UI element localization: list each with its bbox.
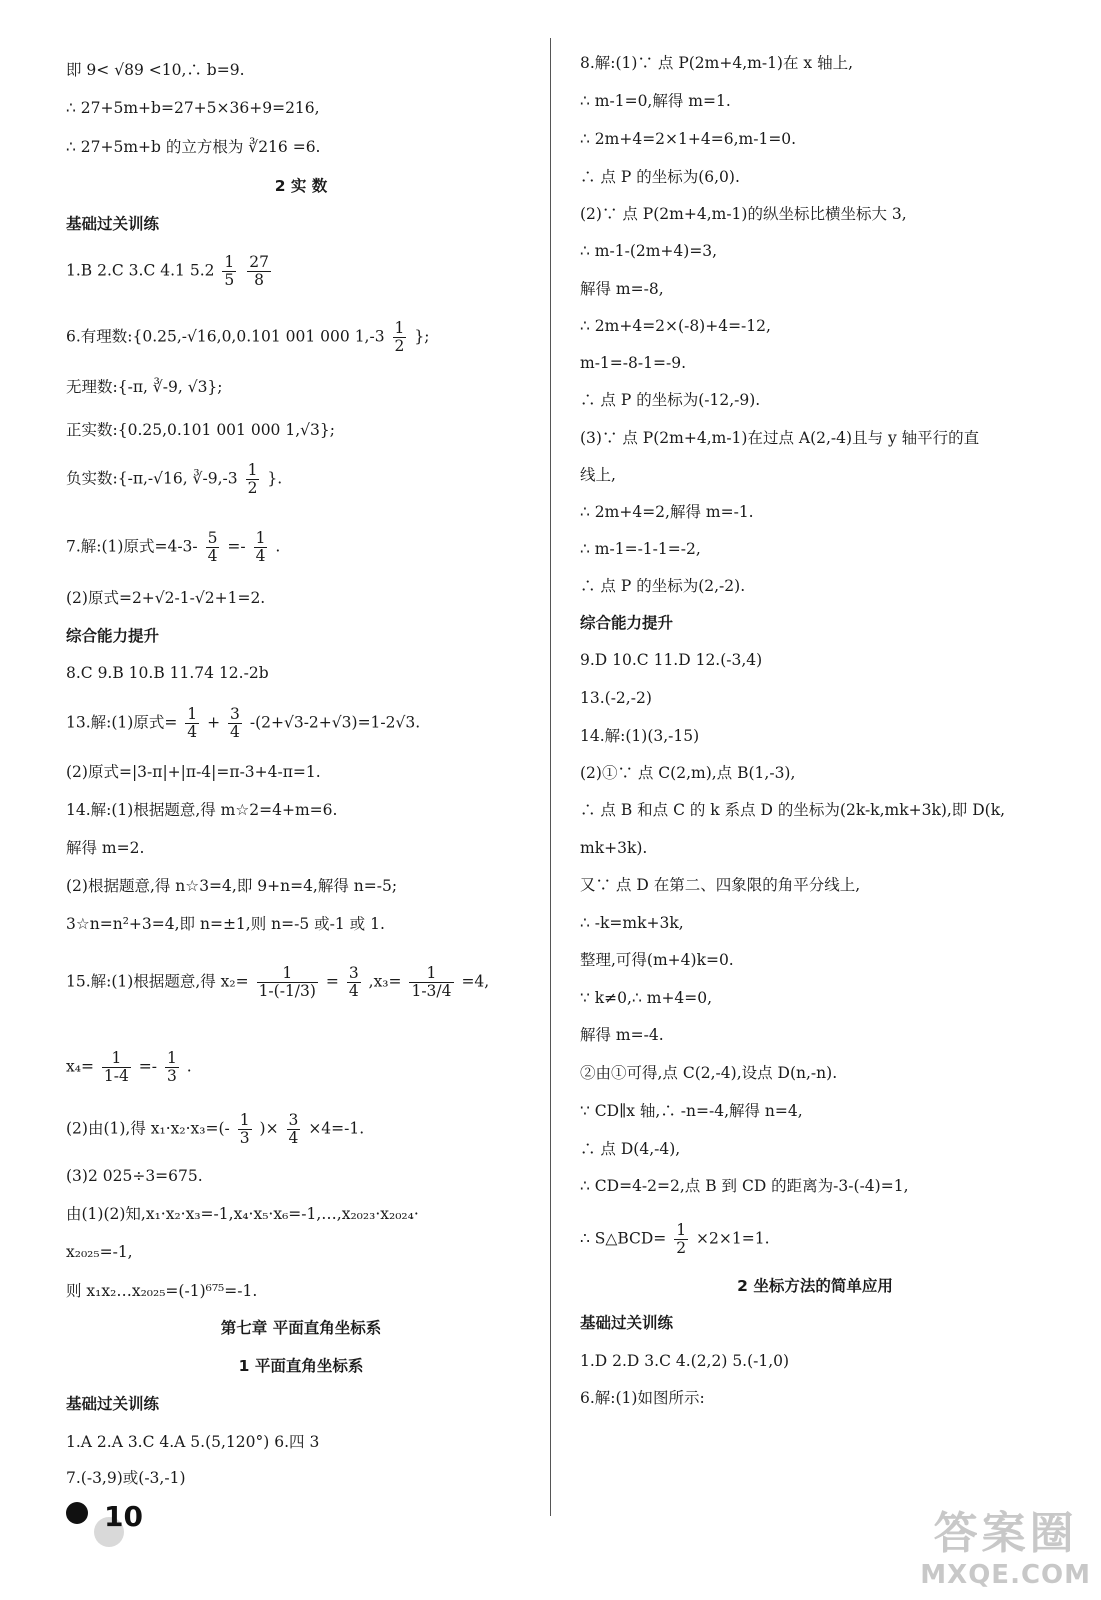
text-line: ∴ 27+5m+b=27+5×36+9=216, (66, 99, 320, 117)
numerator: 1 (394, 319, 405, 337)
answer-text: =4, (461, 972, 490, 991)
text-line: ∴ 2m+4=2×(-8)+4=-12, (580, 317, 771, 335)
numerator: 3 (288, 1111, 299, 1129)
answer-text: 13.解:(1)原式= (66, 713, 178, 732)
text-line: 1.D 2.D 3.C 4.(2,2) 5.(-1,0) (580, 1352, 790, 1370)
answer-line (66, 530, 280, 565)
denominator: 3 (239, 1129, 250, 1147)
denominator: 5 (224, 271, 235, 289)
text-line: 解得 m=-4. (580, 1026, 664, 1044)
answer-text: . (186, 1057, 192, 1076)
fraction (409, 965, 453, 1000)
answer-text: }. (267, 469, 283, 488)
answer-text: 1.B 2.C 3.C 4.1 5.2 (66, 261, 220, 280)
text-line: ∴ 27+5m+b 的立方根为 ∛216 =6. (66, 138, 321, 156)
text-line: 14.解:(1)根据题意,得 m☆2=4+m=6. (66, 801, 338, 819)
answer-text: ,x₃= (368, 972, 402, 991)
text-line: x₂₀₂₅=-1, (66, 1243, 133, 1261)
text-line: ∴ -k=mk+3k, (580, 914, 684, 932)
numerator: 1 (255, 529, 266, 547)
text-line: 由(1)(2)知,x₁·x₂·x₃=-1,x₄·x₅·x₆=-1,…,x₂₀₂₃·x₂₀₂₄· (66, 1205, 419, 1223)
text-line: (2)根据题意,得 n☆3=4,即 9+n=4,解得 n=-5; (66, 877, 398, 895)
fraction (238, 1112, 252, 1147)
text-line: ∴ m-1=0,解得 m=1. (580, 92, 731, 110)
page-marker-dot (66, 1502, 88, 1524)
fraction (165, 1050, 179, 1085)
text-line: ∴ 点 D(4,-4), (580, 1140, 681, 1158)
fraction (257, 965, 318, 1000)
answer-text: 15.解:(1)根据题意,得 x₂= (66, 972, 249, 991)
text-line: 整理,可得(m+4)k=0. (580, 951, 734, 969)
fraction (102, 1050, 131, 1085)
numerator: 1 (409, 965, 453, 983)
text-line: ∴ 点 P 的坐标为(-12,-9). (580, 391, 761, 409)
denominator: 1-4 (103, 1067, 129, 1085)
fraction (228, 706, 242, 741)
text-line: ∴ 点 B 和点 C 的 k 系点 D 的坐标为(2k-k,mk+3k),即 D(k, (580, 801, 1006, 819)
answer-text: 6.有理数:{0.25,-√16,0,0.101 001 000 1,-3 (66, 327, 385, 346)
text-line: ∴ m-1=-1-1=-2, (580, 540, 701, 558)
text-line: ∴ 2m+4=2×1+4=6,m-1=0. (580, 130, 797, 148)
denominator: 2 (247, 479, 258, 497)
denominator: 4 (348, 982, 359, 1000)
text-line: ∴ CD=4-2=2,点 B 到 CD 的距离为-3-(-4)=1, (580, 1177, 909, 1195)
chapter-title: 第七章 平面直角坐标系 (220, 1319, 382, 1337)
text-line: (2)∵ 点 P(2m+4,m-1)的纵坐标比横坐标大 3, (580, 205, 907, 223)
answer-text: ∴ S△BCD= (580, 1229, 667, 1248)
text-line: ∵ CD∥x 轴,∴ -n=-4,解得 n=4, (580, 1102, 803, 1120)
numerator: 3 (348, 964, 359, 982)
fraction (206, 530, 220, 565)
text-line: ∵ k≠0,∴ m+4=0, (580, 989, 713, 1007)
watermark-logo (920, 1508, 1091, 1590)
fraction (247, 254, 271, 289)
text-line: 7.(-3,9)或(-3,-1) (66, 1469, 186, 1487)
answer-line (66, 254, 274, 289)
text-line: 则 x₁x₂…x₂₀₂₅=(-1)⁶⁷⁵=-1. (66, 1282, 258, 1300)
answer-text: -(2+√3-2+√3)=1-2√3. (249, 713, 421, 732)
subsection-heading: 基础过关训练 (66, 215, 160, 233)
answer-text: (2)由(1),得 x₁·x₂·x₃=(- (66, 1119, 230, 1138)
section-title: 2 坐标方法的简单应用 (737, 1277, 893, 1295)
answer-text: x₄= (66, 1057, 94, 1076)
fraction (185, 706, 199, 741)
text-line: 3☆n=n²+3=4,即 n=±1,则 n=-5 或-1 或 1. (66, 915, 385, 933)
subsection-heading: 基础过关训练 (580, 1314, 674, 1332)
fraction (393, 320, 407, 355)
text-line: (2)原式=|3-π|+|π-4|=π-3+4-π=1. (66, 763, 321, 781)
text-line: 解得 m=2. (66, 839, 145, 857)
answer-text: =- (138, 1057, 158, 1076)
subsection-heading: 综合能力提升 (580, 614, 674, 632)
text-line: 线上, (580, 466, 616, 484)
numerator: 1 (239, 1111, 250, 1129)
numerator: 1 (257, 965, 318, 983)
text-line: (2)①∵ 点 C(2,m),点 B(1,-3), (580, 764, 796, 782)
fraction (287, 1112, 301, 1147)
answer-text: }; (414, 327, 430, 346)
answer-text: = (325, 972, 339, 991)
page-number: 10 (104, 1500, 143, 1533)
text-line: 解得 m=-8, (580, 280, 664, 298)
column-divider (550, 38, 551, 1516)
numerator: 27 (249, 253, 269, 271)
answer-line (66, 462, 282, 497)
denominator: 4 (187, 723, 198, 741)
subsection-heading: 基础过关训练 (66, 1395, 160, 1413)
text-line: 8.C 9.B 10.B 11.74 12.-2b (66, 664, 269, 682)
text-line: 无理数:{-π, ∛-9, √3}; (66, 378, 223, 396)
fraction (674, 1222, 688, 1257)
text-line: 8.解:(1)∵ 点 P(2m+4,m-1)在 x 轴上, (580, 54, 853, 72)
numerator: 1 (247, 461, 258, 479)
text-line: ∴ 点 P 的坐标为(2,-2). (580, 577, 746, 595)
subsection-heading: 综合能力提升 (66, 627, 160, 645)
answer-line (66, 320, 429, 355)
denominator: 4 (230, 723, 240, 741)
fraction (347, 965, 361, 1000)
text-line: (2)原式=2+√2-1-√2+1=2. (66, 589, 266, 607)
text-line: (3)∵ 点 P(2m+4,m-1)在过点 A(2,-4)且与 y 轴平行的直 (580, 429, 980, 447)
watermark-url: MXQE.COM (920, 1560, 1091, 1590)
text-line: (3)2 025÷3=675. (66, 1167, 203, 1185)
section-title: 1 平面直角坐标系 (238, 1357, 364, 1375)
denominator: 4 (288, 1129, 299, 1147)
text-line: 即 9< √89 <10,∴ b=9. (66, 61, 245, 79)
answer-text: 负实数:{-π,-√16, ∛-9,-3 (66, 469, 238, 488)
answer-text: 7.解:(1)原式=4-3- (66, 537, 198, 556)
watermark-chars: 答案圈 (933, 1508, 1078, 1559)
fraction (222, 254, 236, 289)
text-line: m-1=-8-1=-9. (580, 354, 686, 372)
text-line: 13.(-2,-2) (580, 689, 652, 707)
text-line: 又∵ 点 D 在第二、四象限的角平分线上, (580, 876, 861, 894)
answer-text: )× (259, 1119, 279, 1138)
denominator: 2 (394, 337, 405, 355)
numerator: 1 (102, 1050, 131, 1068)
text-line: ∴ 点 P 的坐标为(6,0). (580, 168, 740, 186)
text-line: 1.A 2.A 3.C 4.A 5.(5,120°) 6.四 3 (66, 1433, 320, 1451)
answer-line (66, 965, 489, 1000)
answer-text: ×2×1=1. (696, 1229, 770, 1248)
fraction (246, 462, 260, 497)
denominator: 1-3/4 (411, 982, 452, 1000)
text-line: 正实数:{0.25,0.101 001 000 1,√3}; (66, 421, 335, 439)
answer-text: =- (227, 537, 246, 556)
numerator: 1 (224, 253, 235, 271)
answer-line (66, 706, 420, 741)
denominator: 1-(-1/3) (258, 982, 316, 1000)
answer-line (66, 1050, 192, 1085)
text-line: ∴ 2m+4=2,解得 m=-1. (580, 503, 754, 521)
numerator: 1 (676, 1221, 687, 1239)
denominator: 8 (254, 271, 265, 289)
text-line: 14.解:(1)(3,-15) (580, 727, 700, 745)
numerator: 5 (207, 529, 218, 547)
denominator: 4 (255, 547, 266, 565)
denominator: 4 (207, 547, 218, 565)
text-line: 6.解:(1)如图所示: (580, 1389, 705, 1407)
answer-line (580, 1222, 770, 1257)
fraction (254, 530, 268, 565)
denominator: 3 (166, 1067, 177, 1085)
numerator: 3 (230, 705, 240, 723)
text-line: ∴ m-1-(2m+4)=3, (580, 242, 718, 260)
answer-text: . (275, 537, 281, 556)
text-line: 9.D 10.C 11.D 12.(-3,4) (580, 651, 763, 669)
text-line: ②由①可得,点 C(2,-4),设点 D(n,-n). (580, 1064, 838, 1082)
numerator: 1 (187, 705, 198, 723)
denominator: 2 (676, 1239, 687, 1257)
text-line: mk+3k). (580, 839, 648, 857)
answer-text: ×4=-1. (308, 1119, 365, 1138)
numerator: 1 (166, 1049, 177, 1067)
section-title: 2 实 数 (274, 177, 328, 195)
answer-line (66, 1112, 364, 1147)
answer-text: + (207, 713, 221, 732)
